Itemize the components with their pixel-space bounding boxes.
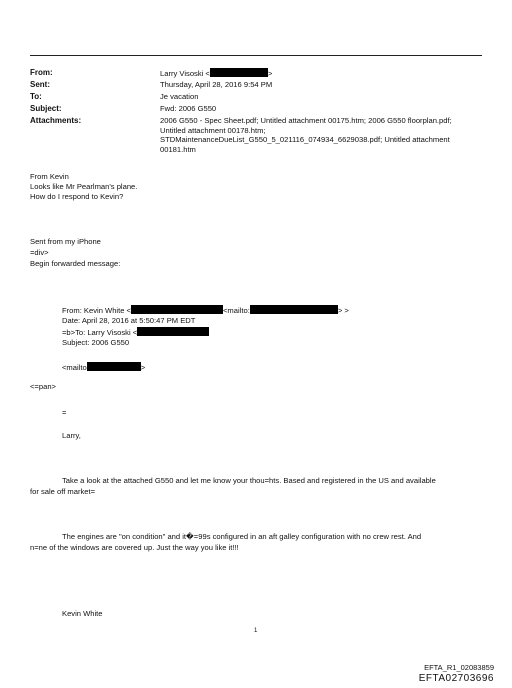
bates-number-1: EFTA_R1_02083859	[424, 663, 494, 672]
redaction-block	[250, 305, 338, 314]
fwd-mailto-line	[62, 362, 145, 373]
begin-forwarded: Begin forwarded message:	[30, 259, 121, 268]
from-label: From:	[30, 68, 53, 77]
redaction-block	[131, 305, 223, 314]
redaction-block	[87, 362, 141, 371]
subject-label: Subject:	[30, 104, 62, 113]
subject-value: Fwd: 2006 G550	[160, 104, 217, 113]
fwd-subject-line: Subject: 2006 G550	[62, 338, 130, 347]
to-label: To:	[30, 92, 42, 101]
fwd-mailto-prefix: <mailto:	[223, 306, 250, 315]
body-line-question: How do I respond to Kevin?	[30, 192, 124, 201]
paragraph-2: The engines are "on condition" and it�=99s configured in an aft galley configuration with no crew rest. And	[62, 532, 422, 541]
attachments-value: 2006 G550 - Spec Sheet.pdf; Untitled attachment 00175.htm; 2006 G550 floorplan.pdf; Untitled attachment 00178.htm; STDMaintenanceDueList_G550_5_021116_074934_6629038.pdf; Untitled attachment 00181.htm	[160, 116, 452, 154]
to-value: Je vacation	[160, 92, 199, 101]
header-divider	[30, 55, 482, 56]
greeting: Larry,	[62, 431, 81, 440]
paragraph-2-cont: n=ne of the windows are covered up. Just the way you like it!!!	[30, 543, 239, 552]
paragraph-1: Take a look at the attached G550 and let me know your thou=hts. Based and registered in the US and available	[62, 476, 436, 485]
from-value	[160, 68, 478, 79]
fwd-date-line: Date: April 28, 2016 at 5:50:47 PM EDT	[62, 316, 196, 325]
body-line-from-kevin: From Kevin	[30, 172, 69, 181]
body-line-plane: Looks like Mr Pearlman's plane.	[30, 182, 138, 191]
sent-label: Sent:	[30, 80, 50, 89]
from-close: >	[267, 69, 273, 78]
attachments-label: Attachments:	[30, 116, 82, 125]
pan-tag: <=pan>	[30, 382, 56, 391]
fwd-from-prefix: From: Kevin White <	[62, 306, 131, 315]
bates-number-2: EFTA02703696	[418, 673, 494, 684]
redaction-block	[137, 327, 209, 336]
div-tag: =div>	[30, 248, 49, 257]
sent-from-iphone: Sent from my iPhone	[30, 237, 101, 246]
fwd-mailto2-suffix: >	[140, 363, 146, 372]
fwd-to-prefix: =b>To: Larry Visoski <	[62, 328, 138, 337]
fwd-from-suffix: > >	[337, 306, 349, 315]
paragraph-1-cont: for sale off market=	[30, 487, 96, 496]
redaction-block	[210, 68, 268, 77]
sent-value: Thursday, April 28, 2016 9:54 PM	[160, 80, 273, 89]
equals-line: =	[62, 408, 67, 417]
fwd-mailto2-prefix: <mailto	[62, 363, 87, 372]
page-number: 1	[254, 628, 258, 634]
signature: Kevin White	[62, 609, 103, 618]
fwd-from-line	[62, 305, 349, 316]
fwd-to-line	[62, 327, 209, 338]
from-name: Larry Visoski <	[160, 69, 210, 78]
